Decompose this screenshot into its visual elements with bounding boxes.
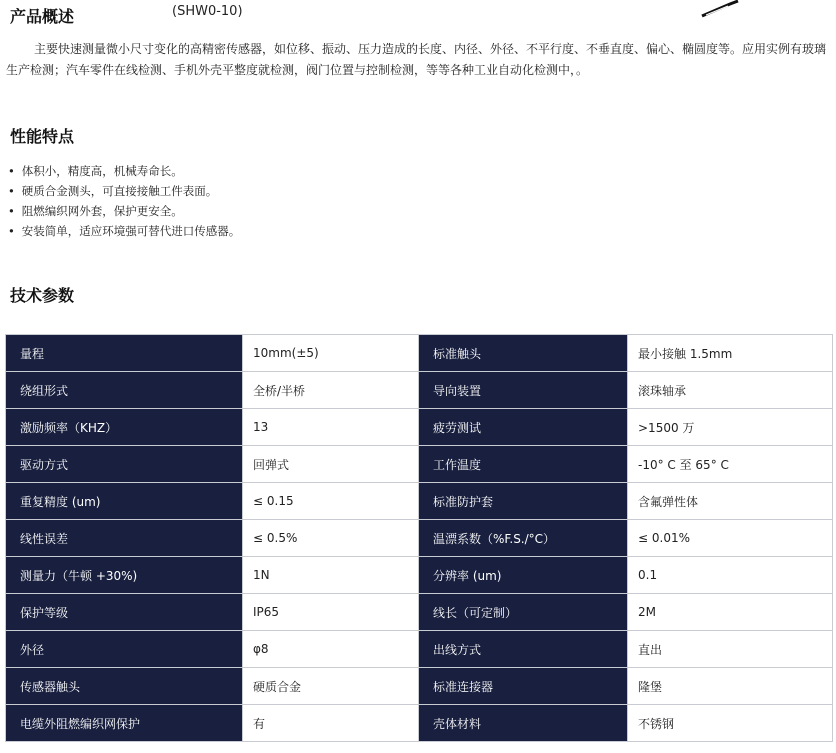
spec-value: 直出 [628,631,833,668]
spec-label: 线性误差 [6,520,243,557]
spec-value: 13 [243,409,419,446]
feature-item: • 安装简单，适应环境强可替代进口传感器。 [8,221,240,241]
spec-label: 激励频率（KHZ） [6,409,243,446]
spec-value: 最小接触 1.5mm [628,335,833,372]
spec-value: >1500 万 [628,409,833,446]
spec-value: 2M [628,594,833,631]
features-heading: 性能特点 [10,127,75,146]
model-number: (SHW0-10) [172,4,243,19]
spec-value: IP65 [243,594,419,631]
table-row [6,483,833,520]
spec-value: -10° C 至 65° C [628,446,833,483]
spec-label: 线长（可定制） [419,594,628,631]
specs-heading: 技术参数 [10,286,75,305]
spec-value: 滚珠轴承 [628,372,833,409]
spec-label: 重复精度 (um) [6,483,243,520]
feature-item: • 阻燃编织网外套，保护更安全。 [8,201,240,221]
spec-label: 分辨率 (um) [419,557,628,594]
spec-value: 10mm(±5) [243,335,419,372]
spec-label: 测量力（牛顿 +30%) [6,557,243,594]
features-list [8,161,240,241]
spec-label: 导向装置 [419,372,628,409]
spec-value: 含氟弹性体 [628,483,833,520]
spec-value: 0.1 [628,557,833,594]
spec-label: 工作温度 [419,446,628,483]
overview-description: 主要快速测量微小尺寸变化的高精密传感器，如位移、振动、压力造成的长度、内径、外径、不平行度、不垂直度、偏心、椭圆度等。应用实例有玻璃生产检测；汽车零件在线检测、手机外壳平整度就检测，阀门位置与控制检测，等等各种工业自动化检测中，。 [6,42,827,77]
table-row [6,446,833,483]
spec-label: 外径 [6,631,243,668]
spec-value: ≤ 0.5% [243,520,419,557]
overview-heading: 产品概述 [10,7,75,26]
spec-label: 保护等级 [6,594,243,631]
table-row [6,705,833,742]
table-row [6,594,833,631]
spec-label: 壳体材料 [419,705,628,742]
spec-value: 硬质合金 [243,668,419,705]
spec-label: 标准防护套 [419,483,628,520]
spec-label: 绕组形式 [6,372,243,409]
spec-value: ≤ 0.15 [243,483,419,520]
table-row [6,631,833,668]
spec-label: 温漂系数（%F.S./°C） [419,520,628,557]
specs-table [5,334,833,742]
spec-label: 量程 [6,335,243,372]
spec-value: φ8 [243,631,419,668]
spec-label: 电缆外阻燃编织网保护 [6,705,243,742]
table-row [6,520,833,557]
spec-label: 出线方式 [419,631,628,668]
spec-label: 疲劳测试 [419,409,628,446]
feature-item: • 硬质合金测头，可直接接触工件表面。 [8,181,240,201]
spec-label: 传感器触头 [6,668,243,705]
spec-value: 不锈钢 [628,705,833,742]
table-row [6,372,833,409]
spec-value: 全桥/半桥 [243,372,419,409]
table-row [6,668,833,705]
spec-label: 驱动方式 [6,446,243,483]
spec-value: ≤ 0.01% [628,520,833,557]
feature-item: • 体积小，精度高，机械寿命长。 [8,161,240,181]
spec-value: 回弹式 [243,446,419,483]
spec-label: 标准连接器 [419,668,628,705]
spec-value: 1N [243,557,419,594]
table-row [6,335,833,372]
spec-value: 有 [243,705,419,742]
table-row [6,409,833,446]
table-row [6,557,833,594]
spec-label: 标准触头 [419,335,628,372]
probe-image [700,0,740,18]
spec-value: 隆堡 [628,668,833,705]
